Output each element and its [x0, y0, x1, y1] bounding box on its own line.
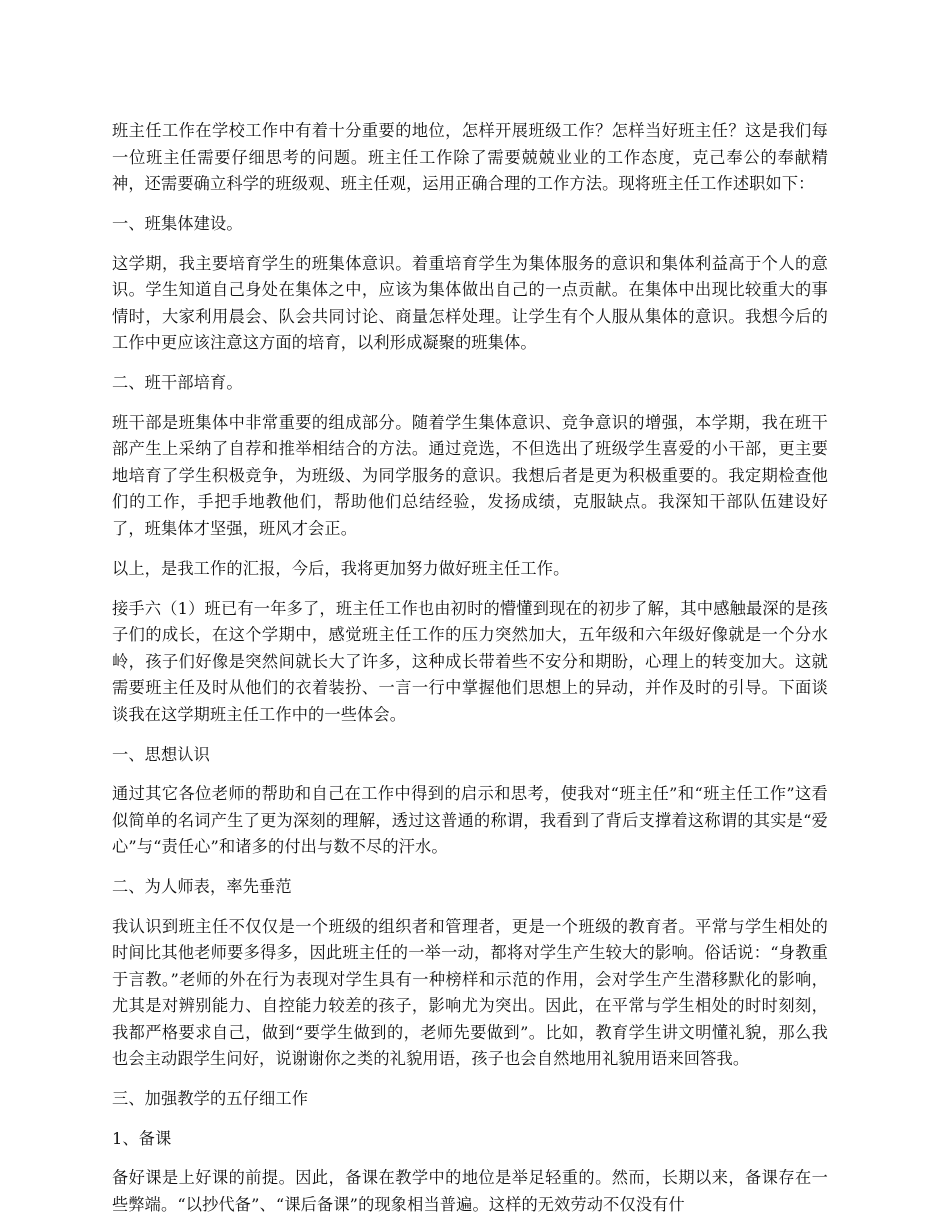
intro-paragraph: 班主任工作在学校工作中有着十分重要的地位，怎样开展班级工作？怎样当好班主任？这是我们每一位班主任需要仔细思考的问题。班主任工作除了需要兢兢业业的工作态度，克己奉公的奉献精神，还需要确立科学的班级观、班主任观，运用正确合理的工作方法。现将班主任工作述职如下：: [112, 121, 828, 193]
paragraph-thinking: 通过其它各位老师的帮助和自己在工作中得到的启示和思考，使我对“班主任”和“班主任工作”这看似简单的名词产生了更为深刻的理解，透过这普通的称谓，我看到了背后支撑着这称谓的其实是“爱心”与“责任心”和诸多的付出与数不尽的汗水。: [112, 784, 828, 856]
section-heading-class-cadres: 二、班干部培育。: [112, 373, 243, 392]
paragraph-role-model: 我认识到班主任不仅仅是一个班级的组织者和管理者，更是一个班级的教育者。平常与学生相处的时间比其他老师要多得多，因此班主任的一举一动，都将对学生产生较大的影响。俗话说：“身教重于言教。”老师的外在行为表现对学生具有一种榜样和示范的作用，会对学生产生潜移默化的影响，尤其是对辨别能力、自控能力较差的孩子，影响尤为突出。因此，在平常与学生相处的时时刻刻，我都严格要求自己，做到“要学生做到的，老师先要做到”。比如，教育学生讲文明懂礼貌，那么我也会主动跟学生问好，说谢谢你之类的礼貌用语，孩子也会自然地用礼貌用语来回答我。: [112, 916, 828, 1068]
document-page: [112, 118, 828, 1232]
paragraph-lesson-prep: 备好课是上好课的前提。因此，备课在教学中的地位是举足轻重的。然而，长期以来，备课存在一些弊端。“以抄代备”、“课后备课”的现象相当普遍。这样的无效劳动不仅没有什: [112, 1168, 828, 1214]
paragraph-takeover: 接手六（1）班已有一年多了，班主任工作也由初时的懵懂到现在的初步了解，其中感触最深的是孩子们的成长，在这个学期中，感觉班主任工作的压力突然加大，五年级和六年级好像就是一个分水岭，孩子们好像是突然间就长大了许多，这种成长带着些不安分和期盼，心理上的转变加大。这就需要班主任及时从他们的衣着装扮、一言一行中掌握他们思想上的异动，并作及时的引导。下面谈谈我在这学期班主任工作中的一些体会。: [112, 598, 828, 724]
section-heading-teaching: 三、加强教学的五仔细工作: [112, 1089, 309, 1108]
paragraph-class-collective: 这学期，我主要培育学生的班集体意识。着重培育学生为集体服务的意识和集体利益高于个人的意识。学生知道自己身处在集体之中，应该为集体做出自己的一点贡献。在集体中出现比较重大的事情时，大家利用晨会、队会共同讨论、商量怎样处理。让学生有个人服从集体的意识。我想今后的工作中更应该注意这方面的培育，以利形成凝聚的班集体。: [112, 253, 828, 352]
section-heading-role-model: 二、为人师表，率先垂范: [112, 877, 292, 896]
subsection-heading-lesson-prep: 1、备课: [112, 1128, 172, 1148]
paragraph-class-cadres: 班干部是班集体中非常重要的组成部分。随着学生集体意识、竞争意识的增强，本学期，我在班干部产生上采纳了自荐和推举相结合的方法。通过竞选，不但选出了班级学生喜爱的小干部，更主要地培育了学生积极竞争，为班级、为同学服务的意识。我想后者是更为积极重要的。我定期检查他们的工作，手把手地教他们，帮助他们总结经验，发扬成绩，克服缺点。我深知干部队伍建设好了，班集体才坚强，班风才会正。: [112, 412, 828, 538]
section-heading-thinking: 一、思想认识: [112, 744, 211, 764]
paragraph-summary: 以上，是我工作的汇报，今后，我将更加努力做好班主任工作。: [112, 558, 570, 578]
section-heading-class-collective: 一、班集体建设。: [112, 214, 243, 233]
